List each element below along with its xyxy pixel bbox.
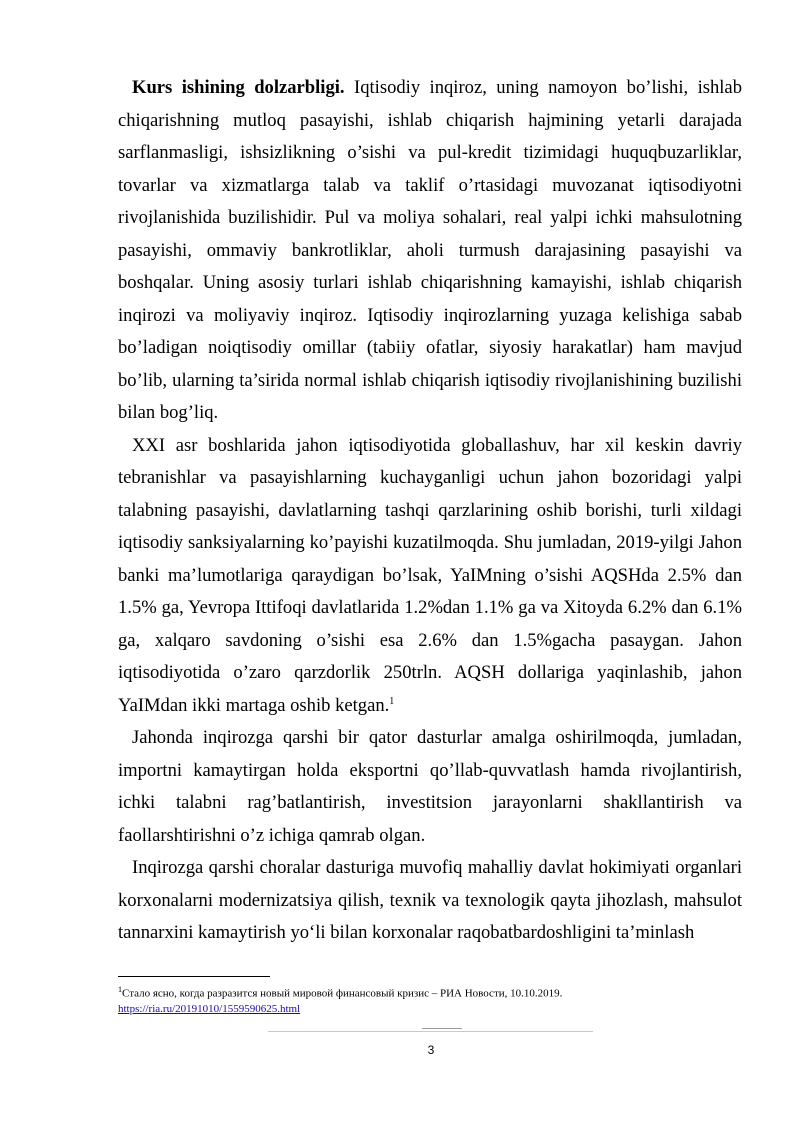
page-separator [268, 1031, 593, 1032]
paragraph-text: Jahonda inqirozga qarshi bir qator dasturlar amalga oshirilmoqda, jumladan, importni kamaytirgan holda eksportni qo’llab-quvvatlash hamda rivojlantirish, ichki talabni rag’batlantirish, investitsion jarayonlarni shakllantirish va faollarshtirishni o’z ichiga qamrab olgan. [118, 727, 742, 846]
paragraph-relevance [118, 72, 742, 430]
footnote-text-line [118, 982, 742, 1002]
paragraph-text: Inqirozga qarshi choralar dasturiga muvofiq mahalliy davlat hokimiyati organlari korxonalarni modernizatsiya qilish, texnik va texnologik qayta jihozlash, mahsulot tannarxini kamaytirish yo‘li bilan korxonalar raqobatbardoshligini ta’minlash [118, 857, 742, 943]
paragraph-heading: Kurs ishining dolzarbligi. [132, 77, 345, 98]
paragraph-global-economy [118, 430, 742, 723]
footnote-link[interactable]: https://ria.ru/20191010/1559590625.html [118, 1002, 301, 1015]
footnote-marker: 1 [118, 985, 122, 994]
page-separator-mark [422, 1028, 462, 1029]
paragraph-anti-crisis-programs [118, 722, 742, 852]
body-text [118, 72, 742, 950]
paragraph-text: Iqtisodiy inqiroz, uning namoyon bo’lishi, ishlab chiqarishning mutloq pasayishi, ishlab chiqarish hajmining yetarli darajada sarflanmasligi, ishsizlikning o’sishi va pul-kredit tizimidagi huquqbuzarliklar, tovarlar va xizmatlarga talab va taklif o’rtasidagi muvozanat iqtisodiyotni rivojlanishida buzilishidir. Pul va moliya sohalari, real yalpi ichki mahsulotning pasayishi, ommaviy bankrotliklar, aholi turmush darajasining pasayishi va boshqalar. Uning asosiy turlari ishlab chiqarishning kamayishi, ishlab chiqarish inqirozi va moliyaviy inqiroz. Iqtisodiy inqirozlarning yuzaga kelishiga sabab bo’ladigan noiqtisodiy omillar (tabiiy ofatlar, siyosiy harakatlar) ham mavjud bo’lib, ularning ta’sirida normal ishlab chiqarish iqtisodiy rivojlanishining buzilishi bilan bog’liq. [118, 77, 742, 423]
footnote [118, 982, 742, 1017]
paragraph-text: XXI asr boshlarida jahon iqtisodiyotida globallashuv, har xil keskin davriy tebranishlar va pasayishlarning kuchayganligi uchun jahon bozoridagi yalpi talabning pasayishi, davlatlarning tashqi qarzlarining oshib borishi, turli xildagi iqtisodiy sanksiyalarning ko’payishi kuzatilmoqda. Shu jumladan, 2019-yilgi Jahon banki ma’lumotlariga qaraydigan bo’lsak, YaIMning o’sishi AQSHda 2.5% dan 1.5% ga, Yevropa Ittifoqi davlatlarida 1.2%dan 1.1% ga va Xitoyda 6.2% dan 6.1% ga, xalqaro savdoning o’sishi esa 2.6% dan 1.5%gacha pasaygan. Jahon iqtisodiyotida o’zaro qarzdorlik 250trln. AQSH dollariga yaqinlashib, jahon YaIMdan ikki martaga oshib ketgan. [118, 434, 742, 716]
footnote-reference[interactable]: 1 [389, 695, 395, 707]
footnote-divider [118, 976, 270, 977]
footnote-text: Стало ясно, когда разразится новый мировой финансовый кризис – РИА Новости, 10.10.2019. [122, 987, 563, 1000]
page-number: 3 [427, 1043, 435, 1057]
paragraph-local-measures [118, 852, 742, 950]
